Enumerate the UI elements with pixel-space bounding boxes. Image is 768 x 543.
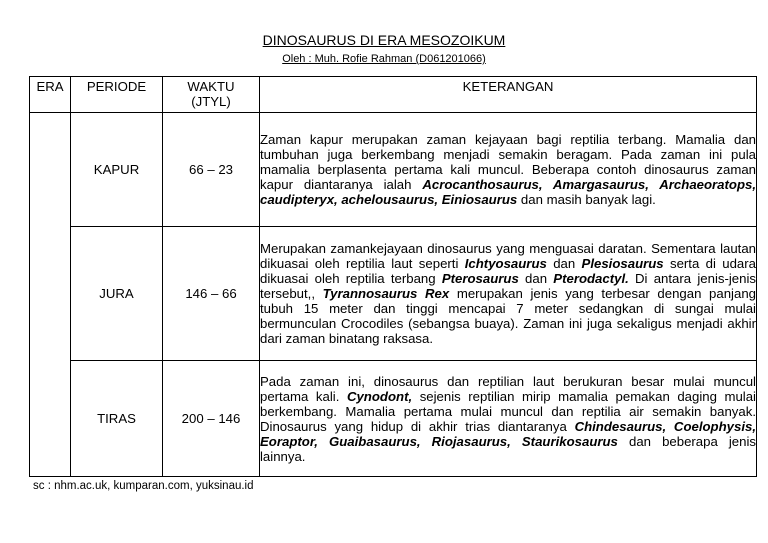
desc-text: Merupakan zamankejayaan dinosaurus yang menguasai daratan. Sementara lautan dikuasai oleh reptilia laut seperti (260, 241, 756, 271)
species-name: Plesiosaurus (581, 256, 664, 271)
source-note: sc : nhm.ac.uk, kumparan.com, yuksinau.id (33, 480, 254, 492)
header-waktu-label: WAKTU (187, 79, 235, 94)
table-row (30, 113, 757, 227)
desc-text: merupakan jenis yang terbesar dengan panjang tubuh 15 meter dan tinggi mencapai 7 meter sedangkan di sungai mulai bermunculan Crocodiles (sebangsa buaya). Zaman ini juga sekaligus menjadi akhir dari zaman binatang raksasa. (260, 286, 756, 346)
waktu-cell: 146 – 66 (163, 227, 260, 361)
species-names: Chindesaurus, Coelophysis, Eoraptor, Guaibasaurus, Riojasaurus, Staurikosaurus (260, 418, 756, 449)
header-keterangan: KETERANGAN (260, 77, 757, 113)
waktu-cell: 66 – 23 (163, 113, 260, 227)
species-name: Tyrannosaurus Rex (322, 286, 450, 301)
mesozoic-era-table (29, 76, 757, 477)
table-row (30, 227, 757, 361)
era-cell (30, 113, 71, 477)
species-name: Pterosaurus (441, 271, 519, 286)
table-header-row (30, 77, 757, 113)
header-waktu (163, 77, 260, 113)
desc-text: dan beberapa jenis lainnya. (260, 433, 756, 464)
header-periode: PERIODE (71, 77, 163, 113)
desc-text: sejenis reptilian mirip mamalia pemakan daging mulai berkembang. Mamalia pertama mulai muncul dan reptilia air semakin banyak. Dinosaurus yang hidup di akhir trias diantaranya (260, 388, 756, 434)
periode-cell: JURA (71, 227, 163, 361)
periode-cell: KAPUR (71, 113, 163, 227)
keterangan-cell (260, 361, 757, 477)
document-title: DINOSAURUS DI ERA MESOZOIKUM (262, 32, 506, 48)
table-row (30, 361, 757, 477)
desc-text: dan (518, 271, 554, 286)
desc-text: dan (546, 256, 582, 271)
desc-text: Di antara jenis-jenis tersebut,, (260, 271, 756, 301)
species-names: Acrocanthosaurus, Amargasaurus, Archaeoratops, caudipteryx, achelousaurus, Einiosaurus (260, 177, 757, 207)
desc-text: Zaman kapur merupakan zaman kejayaan bagi reptilia terbang. Mamalia dan tumbuhan juga berkembang menjadi semakin beragam. Pada zaman ini pula mamalia berplasenta pertama kali muncul. Beberapa contoh dinosaurus zaman kapur diantaranya ialah (260, 132, 756, 192)
waktu-cell: 200 – 146 (163, 361, 260, 477)
periode-cell: TIRAS (71, 361, 163, 477)
keterangan-cell (260, 227, 757, 361)
desc-text: dan masih banyak lagi. (517, 192, 656, 207)
desc-text: Pada zaman ini, dinosaurus dan reptilian laut berukuran besar mulai muncul pertama kali. (260, 373, 756, 404)
header-era: ERA (30, 77, 71, 113)
species-name: Cynodont, (346, 388, 413, 404)
keterangan-cell (260, 113, 757, 227)
species-name: Pterodactyl. (553, 271, 629, 286)
header-waktu-unit: (JTYL) (191, 94, 231, 109)
desc-text: serta di udara dikuasai oleh reptilia terbang (260, 256, 756, 286)
species-name: Ichtyosaurus (464, 256, 547, 271)
document-author: Oleh : Muh. Rofie Rahman (D061201066) (282, 53, 486, 65)
